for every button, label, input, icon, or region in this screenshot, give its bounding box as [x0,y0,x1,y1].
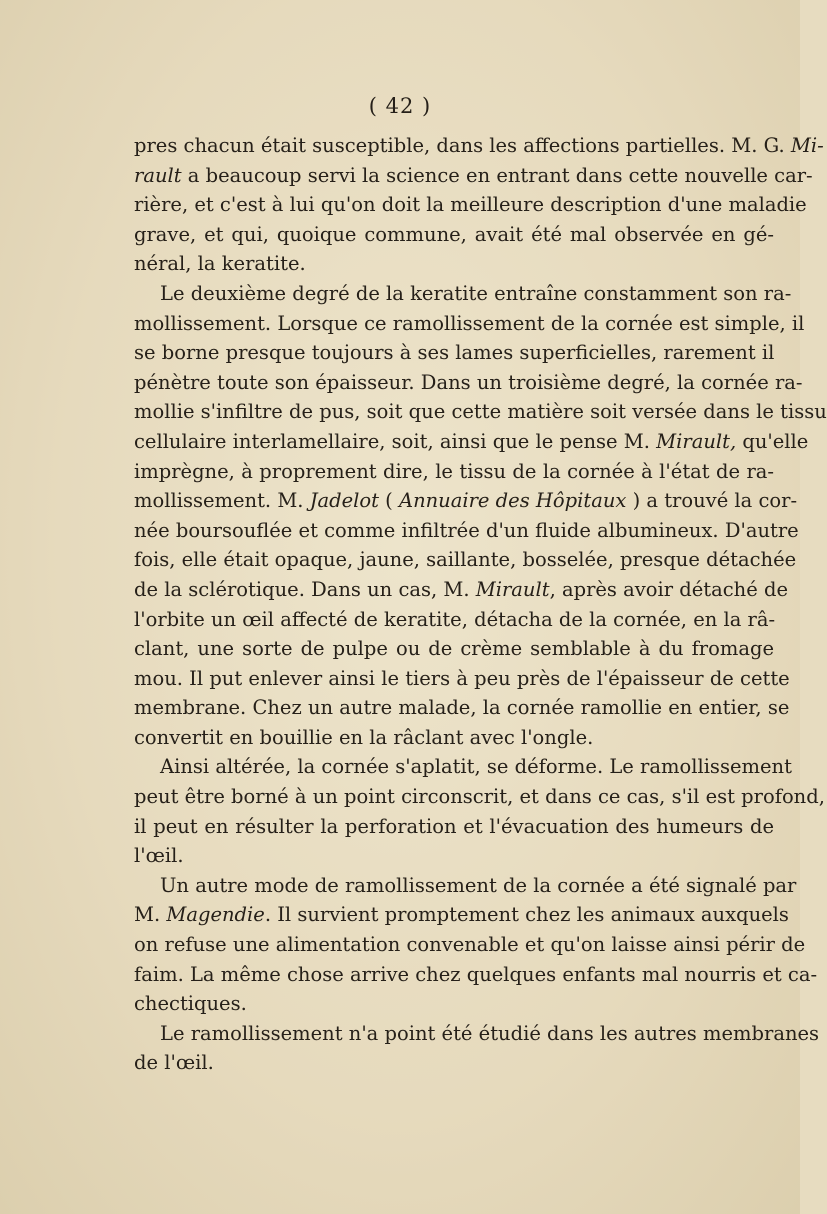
text-run: a beaucoup servi la science en entrant dans cette nouvelle car- [181,163,813,187]
text-line [134,575,788,605]
text-line [134,871,797,901]
text-run: mou. Il put enlever ainsi le tiers à peu près de l'épaisseur de cette [134,666,790,690]
italic-text: Mirault, [656,429,737,453]
text-run: se borne presque toujours à ses lames superficielles, rarement il [134,341,775,365]
italic-text: rault [134,163,182,187]
text-line [134,279,792,309]
text-line [134,457,774,487]
italic-text: Magendie [166,903,265,927]
text-line [134,723,774,753]
italic-text: Annuaire des Hôpitaux [398,489,627,513]
text-run: clant, une sorte de pulpe ou de crème semblable à du fromage [134,637,774,661]
text-run: Ainsi altérée, la cornée s'aplatit, se déforme. Le ramollissement [160,755,792,779]
text-line [134,338,774,368]
text-line [134,486,798,516]
text-run: pénètre toute son épaisseur. Dans un troisième degré, la cornée ra- [134,370,803,394]
text-line [134,900,789,930]
text-run: chectiques. [134,992,247,1016]
text-run: mollissement. M. [134,489,310,513]
text-line [134,397,827,427]
text-run: mollie s'infiltre de pus, soit que cette matière soit versée dans le tissu [134,400,827,424]
text-line [134,605,774,635]
text-run: Le deuxième degré de la keratite entraîne constamment son ra- [160,281,792,305]
text-line [134,161,813,191]
text-run: ( [378,489,399,513]
text-line [134,427,809,457]
text-line [134,960,818,990]
text-run: faim. La même chose arrive chez quelques enfants mal nourris et ca- [134,962,818,986]
text-run: née boursouflée et comme infiltrée d'un fluide albumineux. D'autre [134,518,799,542]
text-run: fois, elle était opaque, jaune, saillante, bosselée, presque détachée [134,548,797,572]
text-run: , après avoir détaché de [549,577,788,601]
text-line [134,664,790,694]
text-run: . Il survient promptement chez les animaux auxquels [264,903,789,927]
text-run: Le ramollissement n'a point été étudié dans les autres membranes [160,1021,820,1045]
text-line [134,368,803,398]
text-run: M. [134,903,167,927]
text-run: l'orbite un œil affecté de keratite, détacha de la cornée, en la râ- [134,607,776,631]
text-line [134,309,805,339]
text-line [134,693,790,723]
text-run: peut être borné à un point circonscrit, et dans ce cas, s'il est profond, [134,785,825,809]
text-line [134,634,774,664]
italic-text: Jadelot [309,489,379,513]
text-line [134,782,825,812]
text-line [134,1019,820,1049]
text-line [134,989,774,1019]
text-line [134,190,807,220]
text-run: on refuse une alimentation convenable et qu'on laisse ainsi périr de [134,933,806,957]
italic-text: Mirault [475,577,550,601]
page-number: ( 42 ) [368,94,432,118]
text-line [134,841,774,871]
text-run: pres chacun était susceptible, dans les affections partielles. M. G. [134,134,791,157]
text-run: ) a trouvé la cor- [626,489,798,513]
text-run: grave, et qui, quoique commune, avait été mal observée en gé- [134,222,774,246]
text-run: imprègne, à proprement dire, le tissu de la cornée à l'état de ra- [134,459,774,483]
text-line [134,930,806,960]
text-run: il peut en résulter la perforation et l'évacuation des humeurs de [134,814,774,838]
body-text [134,131,827,1078]
text-line [134,1048,774,1078]
text-run: convertit en bouillie en la râclant avec l'ongle. [134,725,594,749]
text-run: cellulaire interlamellaire, soit, ainsi que le pense M. [134,429,657,453]
text-line [134,131,824,161]
text-line [134,812,774,842]
text-line [134,545,797,575]
text-run: membrane. Chez un autre malade, la cornée ramollie en entier, se [134,696,790,720]
text-run: Un autre mode de ramollissement de la cornée a été signalé par [160,873,797,897]
text-run: mollissement. Lorsque ce ramollissement de la cornée est simple, il [134,311,805,335]
text-line [134,249,774,279]
text-run: néral, la keratite. [134,252,306,276]
text-line [134,220,774,250]
text-run: de la sclérotique. Dans un cas, M. [134,577,476,601]
text-run: l'œil. [134,844,184,868]
italic-text: Mi- [790,134,824,157]
text-line [134,516,799,546]
text-line [134,752,792,782]
text-run: de l'œil. [134,1051,214,1075]
text-run: qu'elle [736,429,809,453]
text-run: rière, et c'est à lui qu'on doit la meilleure description d'une maladie [134,193,807,217]
